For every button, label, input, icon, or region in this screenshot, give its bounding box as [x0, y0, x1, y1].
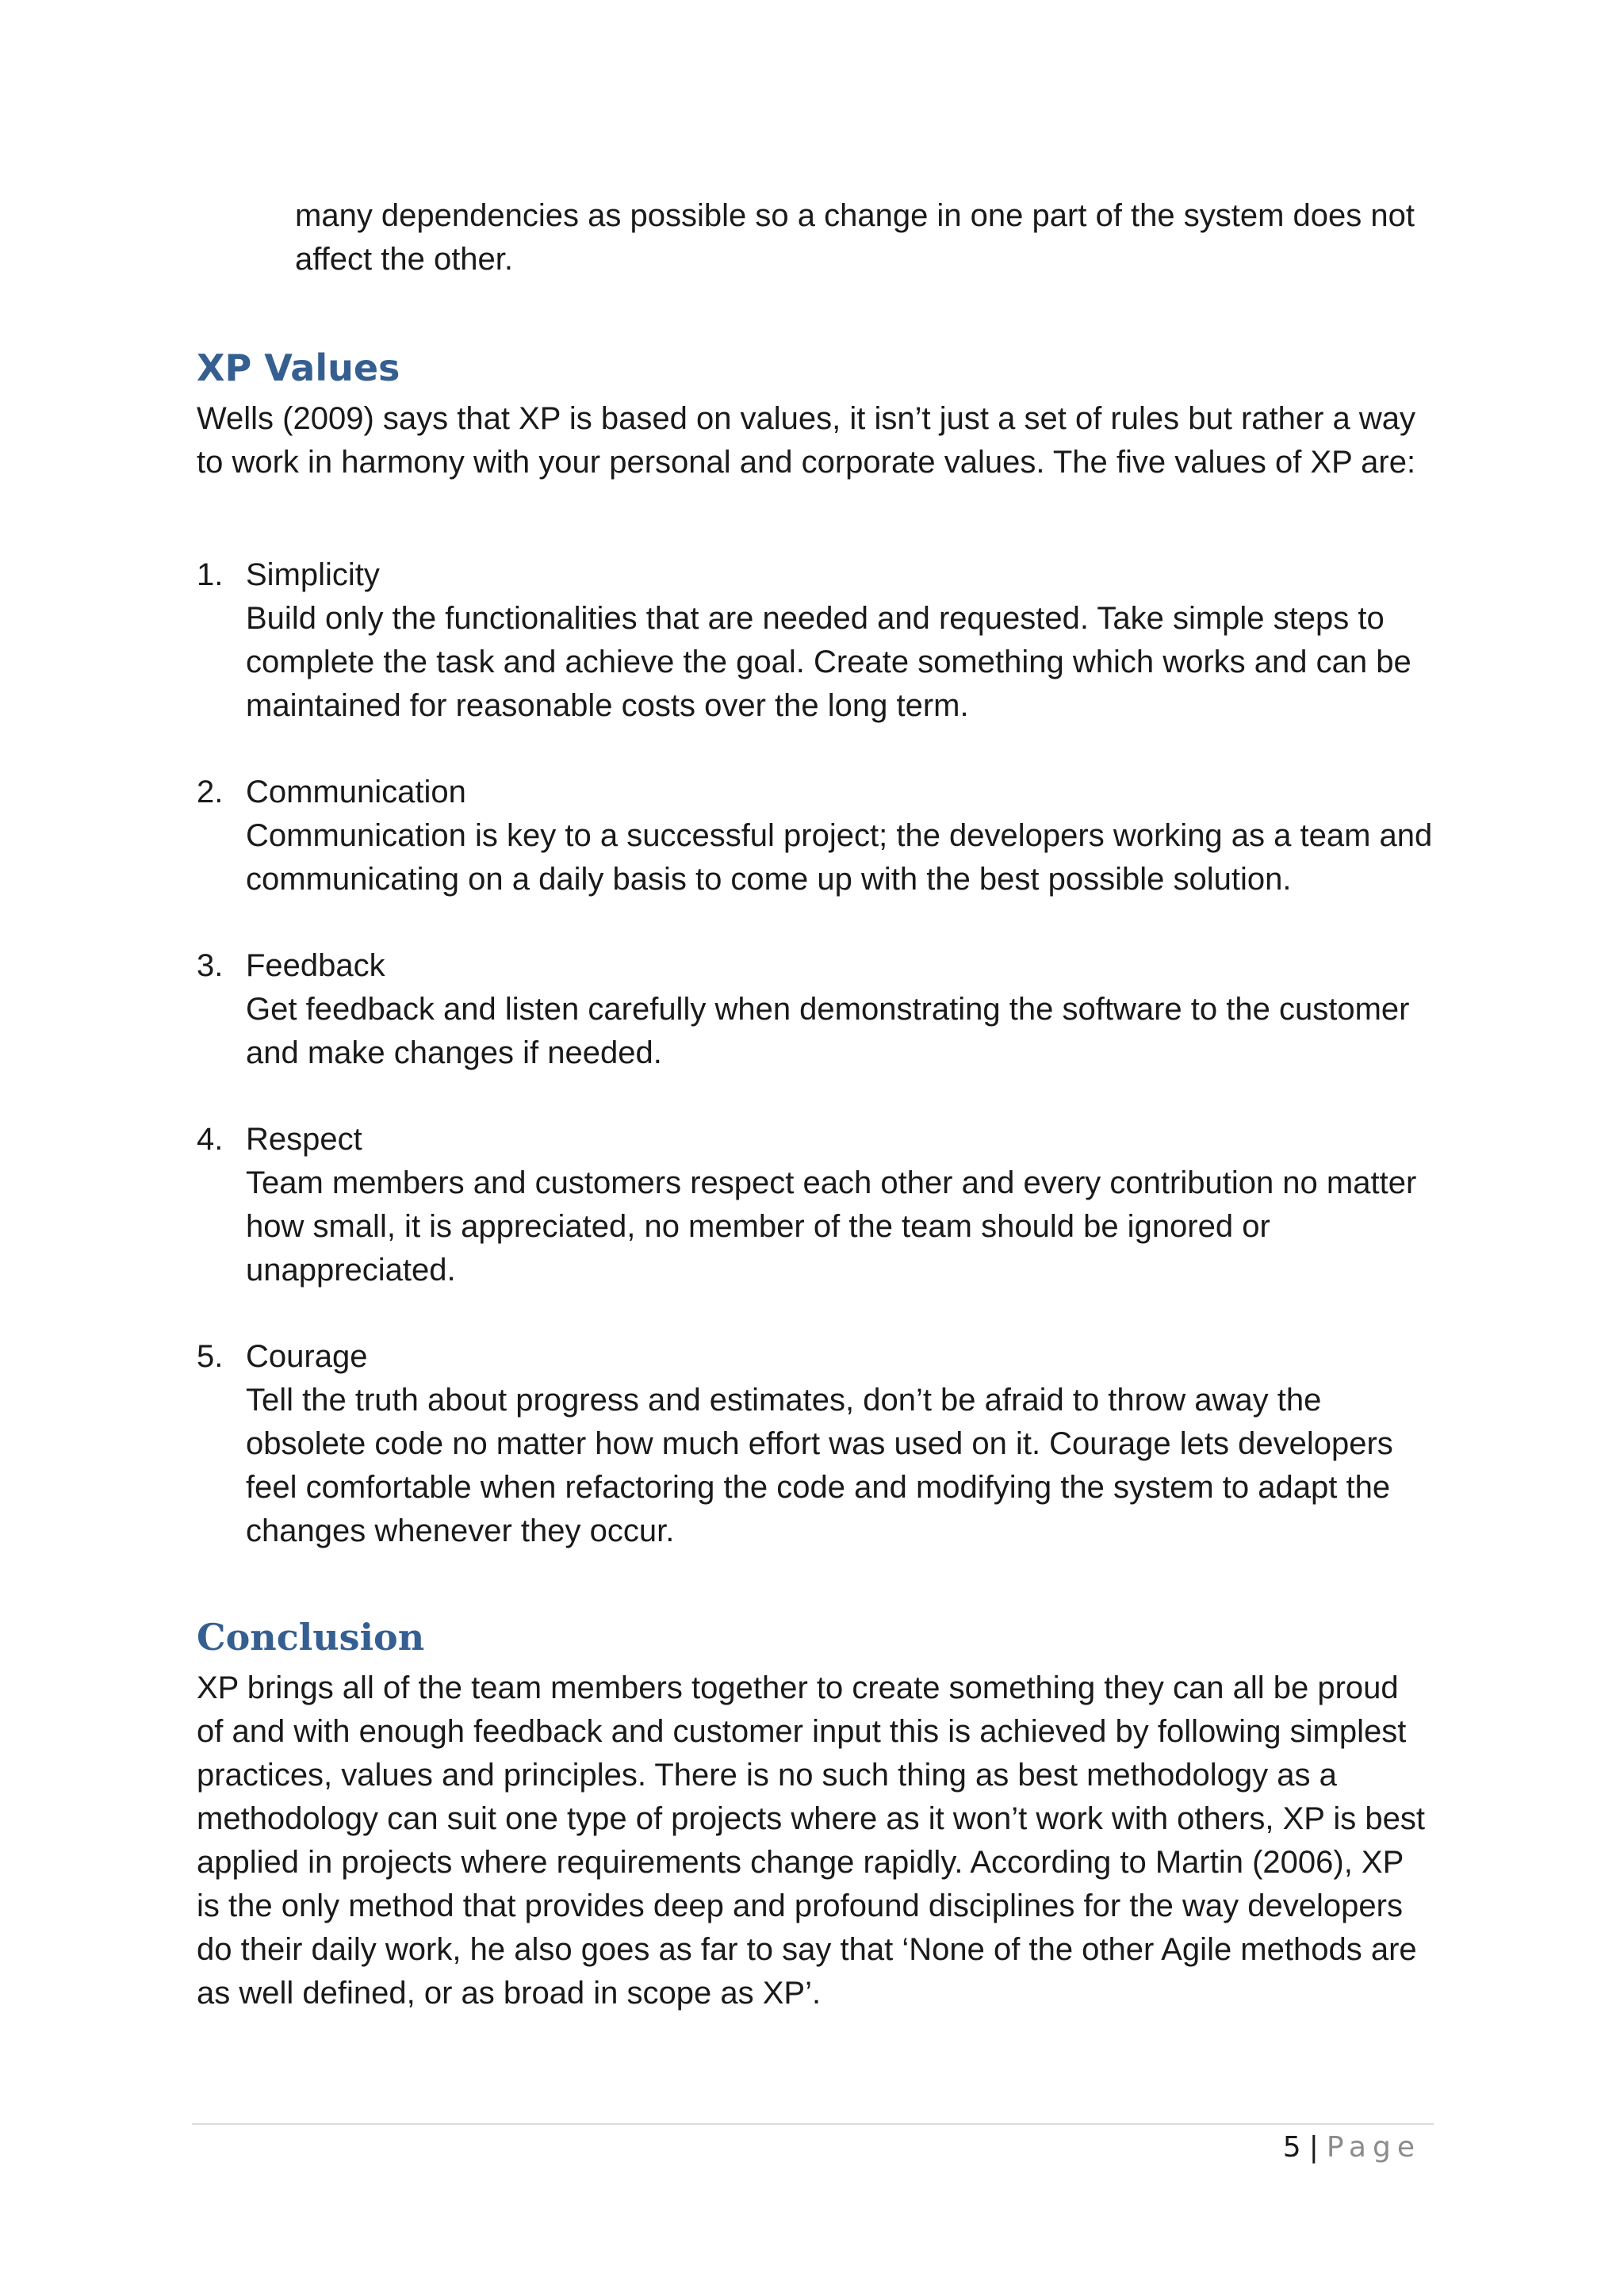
- footer-separator: |: [1308, 2131, 1319, 2164]
- value-description: Team members and customers respect each other and every contribution no matter how small, it is appreciated, no member of the team should be ignored or unappreciated.: [246, 1165, 1417, 1288]
- xp-values-intro: Wells (2009) says that XP is based on values, it isn’t just a set of rules but rather a way to work in harmony with your personal and corporate values. The five values of XP are:: [197, 401, 1416, 480]
- continuation-block: [295, 194, 1421, 281]
- value-name: Courage: [246, 1339, 368, 1374]
- continuation-paragraph: many dependencies as possible so a change in one part of the system does not affect the other.: [295, 198, 1415, 277]
- list-number: 3.: [197, 948, 224, 983]
- page-label: Page: [1326, 2131, 1421, 2164]
- value-description: Communication is key to a successful project; the developers working as a team and communicating on a daily basis to come up with the best possible solution.: [246, 818, 1433, 897]
- list-number: 4.: [197, 1122, 224, 1157]
- list-number: 2.: [197, 775, 224, 809]
- value-name: Simplicity: [246, 557, 380, 592]
- value-description: Build only the functionalities that are needed and requested. Take simple steps to complete the task and achieve the goal. Create something which works and can be maintained for reasonable costs over the long term.: [246, 601, 1411, 723]
- list-item-feedback: [197, 944, 1450, 1075]
- values-list: [197, 553, 1450, 1596]
- list-item-courage: [197, 1335, 1450, 1553]
- footer-divider: [192, 2123, 1434, 2125]
- value-description: Tell the truth about progress and estimates, don’t be afraid to throw away the obsolete code no matter how much effort was used on it. Courage lets developers feel comfortable when refactoring the code and modifying the system to adapt the changes whenever they occur.: [246, 1383, 1393, 1548]
- value-name: Respect: [246, 1122, 362, 1157]
- value-description: Get feedback and listen carefully when demonstrating the software to the customer and make changes if needed.: [246, 992, 1410, 1070]
- xp-values-heading: XP Values: [197, 346, 400, 389]
- list-item-simplicity: [197, 553, 1450, 728]
- page-footer: [1283, 2128, 1421, 2168]
- list-item-respect: [197, 1118, 1450, 1292]
- list-item-communication: [197, 771, 1450, 901]
- list-number: 5.: [197, 1339, 224, 1374]
- page-number: 5: [1282, 2131, 1301, 2164]
- list-number: 1.: [197, 557, 224, 592]
- value-name: Communication: [246, 775, 466, 809]
- conclusion-heading: Conclusion: [197, 1616, 425, 1659]
- value-name: Feedback: [246, 948, 385, 983]
- conclusion-paragraph: XP brings all of the team members together to create something they can all be proud of and with enough feedback and customer input this is achieved by following simplest practices, values and principles. There is no such thing as best methodology as a methodology can suit one type of projects where as it won’t work with others, XP is best applied in projects where requirements change rapidly. According to Martin (2006), XP is the only method that provides deep and profound disciplines for the way developers do their daily work, he also goes as far to say that ‘None of the other Agile methods are as well defined, or as broad in scope as XP’.: [197, 1670, 1425, 2011]
